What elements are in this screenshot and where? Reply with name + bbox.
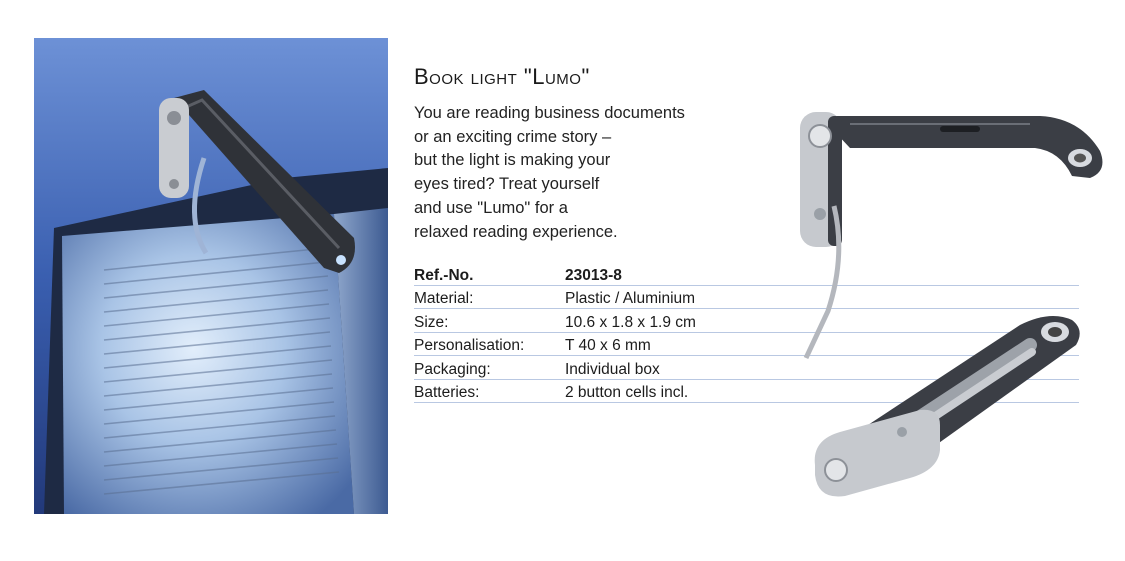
- product-description: [414, 102, 734, 244]
- spec-label: Packaging:: [414, 356, 565, 380]
- spec-label: Ref.-No.: [414, 262, 565, 285]
- description-line: relaxed reading experience.: [414, 222, 618, 241]
- spec-value: Plastic / Aluminium: [565, 285, 1079, 309]
- description-line: or an exciting crime story –: [414, 127, 612, 146]
- spec-value: 23013-8: [565, 262, 1079, 285]
- spec-label: Size:: [414, 309, 565, 333]
- spec-label: Material:: [414, 285, 565, 309]
- description-line: and use "Lumo" for a: [414, 198, 568, 217]
- book-photo: [34, 38, 388, 514]
- product-title: Book light "Lumo": [414, 64, 590, 89]
- description-line: but the light is making your: [414, 151, 611, 170]
- lamp-folded-image: [800, 300, 1100, 510]
- spec-label: Personalisation:: [414, 332, 565, 356]
- spec-value: T 40 x 6 mm: [565, 332, 1079, 356]
- spec-value: 2 button cells incl.: [565, 379, 1079, 403]
- description-line: You are reading business documents: [414, 104, 685, 122]
- spec-value: 10.6 x 1.8 x 1.9 cm: [565, 309, 1079, 333]
- description-line: eyes tired? Treat yourself: [414, 175, 600, 194]
- spec-label: Batteries:: [414, 379, 565, 403]
- spec-value: Individual box: [565, 356, 1079, 380]
